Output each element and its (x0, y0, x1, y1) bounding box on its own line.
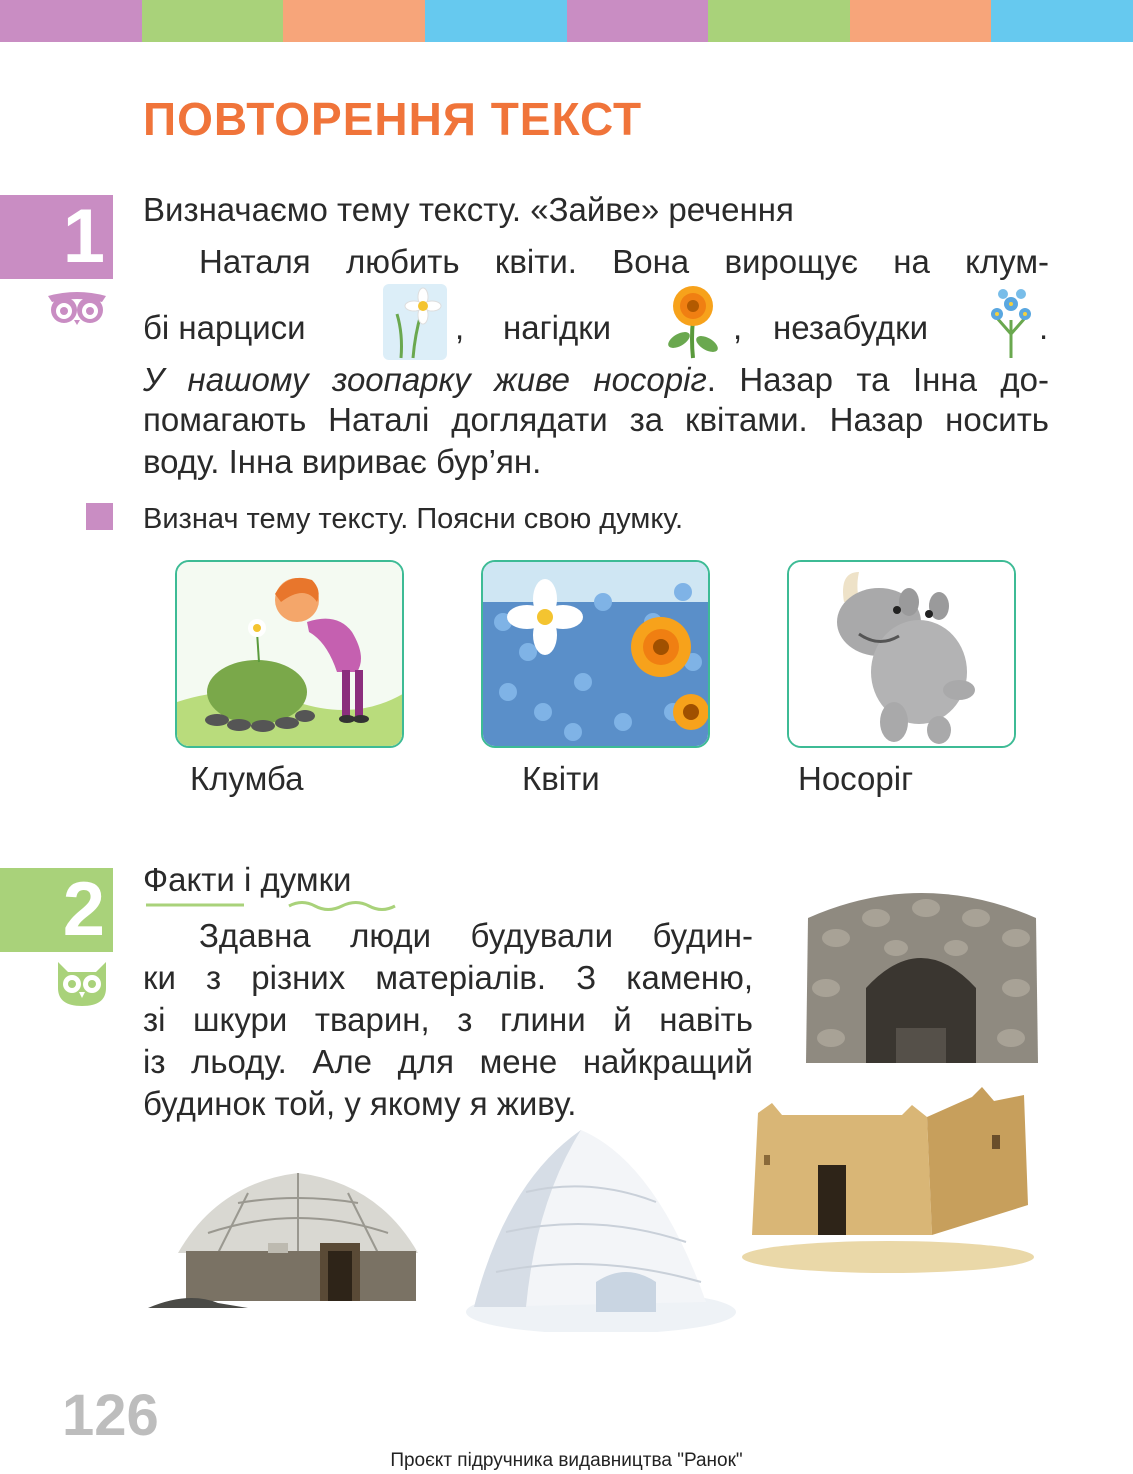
text-line-3-rest: . Назар та Інна до- (706, 361, 1049, 398)
ex2-line-3 (143, 998, 753, 1042)
ex2-line-1-content: Здавна люди будували будин- (199, 917, 753, 954)
text-line-5: воду. Інна вириває бур’ян. (143, 443, 542, 480)
clay-house-icon (742, 1085, 1034, 1275)
footer-credit: Проєкт підручника видавництва "Ранок" (390, 1450, 743, 1471)
narcissus-icon (383, 284, 447, 360)
text-line-1-content: Наталя любить квіти. Вона вирощує на клум- (199, 243, 1049, 280)
stripe (283, 0, 425, 42)
flowers-icon (483, 562, 710, 748)
stripe (991, 0, 1133, 42)
ex2-line-2-content: ки з різних матеріалів. З каменю, (143, 959, 753, 996)
wavy-underline-opinions (287, 898, 397, 912)
ex2-line-3-content: зі шкури тварин, з глини й навіть (143, 1001, 753, 1038)
exercise2-heading (143, 858, 351, 902)
task-text: Визнач тему тексту. Поясни свою думку. (143, 503, 683, 535)
owl-icon (54, 958, 110, 1008)
picture-label-flowerbed: Клумба (190, 760, 304, 797)
picture-label-flowers: Квіти (522, 760, 600, 797)
comma: , (733, 309, 743, 346)
stone-house-icon (796, 878, 1046, 1068)
exercise1-heading: Визначаємо тему тексту. «Зайве» речення (143, 191, 794, 228)
stripe (708, 0, 850, 42)
task-marker (86, 503, 113, 530)
text-line-4-content: помагають Наталі доглядати за квітами. Назар носить (143, 401, 1049, 438)
igloo-icon (466, 1122, 736, 1332)
comma: , (455, 309, 465, 346)
forget-me-not-icon (983, 284, 1039, 360)
underline-facts (146, 900, 246, 910)
picture-label-rhino: Носоріг (798, 760, 914, 797)
exercise-number-2: 2 (0, 868, 113, 952)
stripe (0, 0, 142, 42)
ex2-line-4 (143, 1040, 753, 1084)
stripe (567, 0, 709, 42)
stripe (142, 0, 284, 42)
calendula-icon (661, 284, 725, 360)
forget-me-not-word: незабудки (773, 309, 929, 346)
ex2-line-5: будинок той, у якому я живу. (143, 1085, 577, 1122)
calendula-word: нагідки (503, 309, 612, 346)
extra-sentence: У нашому зоопарку живе носоріг (143, 361, 707, 398)
period: . (1039, 309, 1049, 346)
text-line-1 (143, 240, 1049, 284)
picture-card-flowerbed (175, 560, 404, 748)
picture-card-flowers (481, 560, 710, 748)
text-line-2 (143, 284, 1049, 360)
ex2-line-4-content: із льоду. Але для мене найкращий (143, 1043, 753, 1080)
ex2-line-1 (143, 914, 753, 958)
stripe (425, 0, 567, 42)
and-word: і (243, 861, 252, 898)
page-number: 126 (62, 1383, 159, 1448)
top-color-stripes (0, 0, 1133, 42)
narcissus-word: бі нарциси (143, 309, 306, 346)
girl-flowerbed-icon (177, 562, 404, 748)
page-title: ПОВТОРЕННЯ ТЕКСТ (143, 93, 643, 145)
yurt-icon (148, 1163, 440, 1313)
opinions-word: думки (260, 861, 352, 898)
picture-card-rhino (787, 560, 1016, 748)
text-line-4 (143, 398, 1049, 442)
ex2-line-2 (143, 956, 753, 1000)
exercise-number-1: 1 (0, 195, 113, 279)
text-line-3 (143, 358, 1049, 402)
stripe (850, 0, 992, 42)
rhino-icon (789, 562, 1016, 748)
facts-word: Факти (143, 861, 235, 898)
owl-eyes-icon (44, 290, 110, 326)
